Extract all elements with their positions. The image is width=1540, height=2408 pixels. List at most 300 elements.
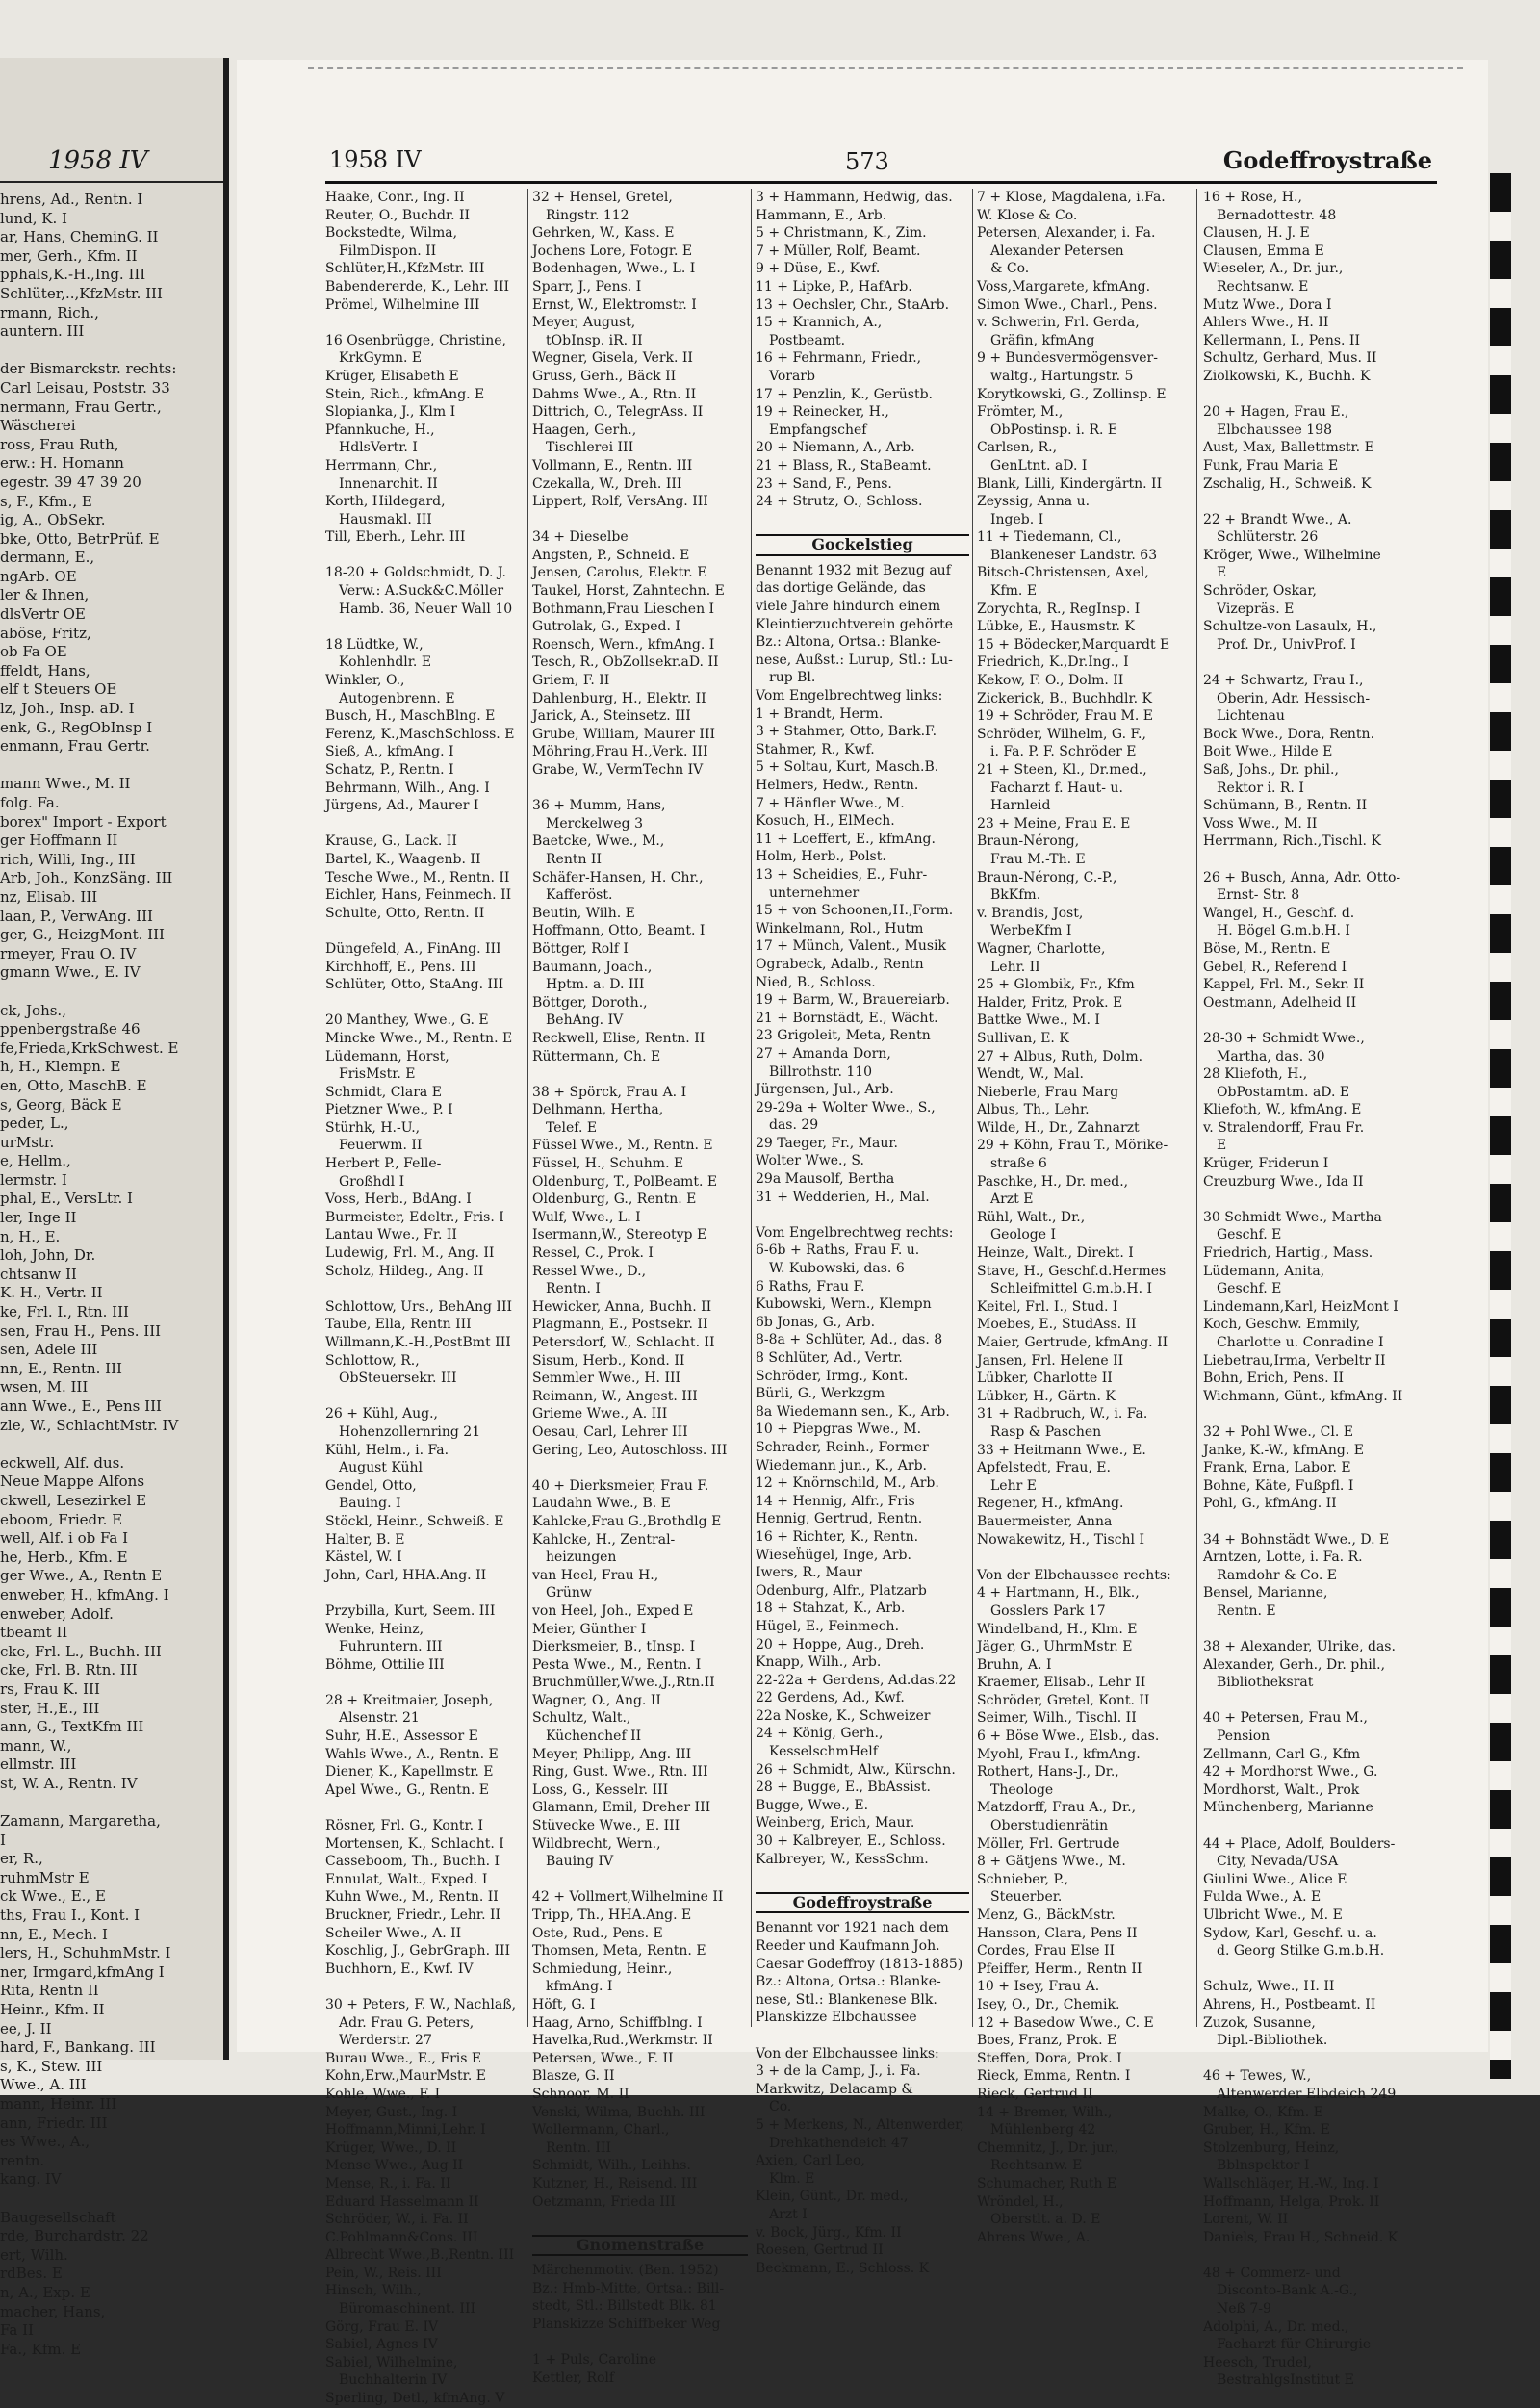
directory-entry: Schulz, Wwe., H. II [1203,1979,1335,1995]
left-page-line: dermann, E., [0,549,95,567]
directory-entry: BestrahlgsInstitut E [1217,2372,1354,2389]
directory-entry: 29a Mausolf, Bertha [756,1171,895,1188]
directory-entry: Bugge, Wwe., E. [756,1797,869,1813]
directory-entry: Rühl, Walt., Dr., [977,1209,1086,1225]
directory-entry: Boit Wwe., Hilde E [1203,744,1333,760]
directory-entry [532,1065,748,1084]
directory-entry: Markwitz, Delacamp & [756,2081,913,2097]
directory-entry: Gräfin, kfmAng [990,332,1095,348]
directory-entry: Semmler Wwe., H. III [532,1371,681,1387]
directory-entry: Blasze, G. II [532,2068,615,2085]
directory-entry: Hamb. 36, Neuer Wall 10 [339,601,513,617]
directory-entry: 30 + Kalbreyer, E., Schloss. [756,1833,946,1850]
directory-entry [325,1584,524,1602]
left-page-line: chtsanw II [0,1265,77,1283]
directory-entry: 34 + Bohnstädt Wwe., D. E [1203,1531,1390,1548]
directory-entry: Wröndel, H., [977,2193,1064,2210]
directory-entry: ObSteuersekr. III [339,1371,457,1387]
directory-entry: Sydow, Karl, Geschf. u. a. [1203,1925,1377,1941]
column-divider [972,189,973,2027]
directory-entry: 42 + Vollmert,Wilhelmine II [532,1889,724,1906]
directory-entry: Weinberg, Erich, Maur. [756,1815,915,1832]
directory-entry: 19 + Reinecker, H., [756,404,889,421]
directory-entry: Haake, Conr., Ing. II [325,190,465,205]
directory-entry: 28 Kliefoth, H., [1203,1066,1308,1083]
directory-entry: 30 + Peters, F. W., Nachlaß, [325,1996,517,2012]
directory-entry: 31 + Radbruch, W., i. Fa. [977,1406,1148,1422]
directory-entry: Korth, Hildegard, [325,494,446,510]
directory-entry: 10 + Piepgras Wwe., M. [756,1422,922,1438]
directory-entry [1203,1817,1438,1835]
left-page-line: zle, W., SchlachtMstr. IV [0,1416,179,1434]
directory-entry: Kalbreyer, W., KessSchm. [756,1851,929,1867]
directory-entry: Ferenz, K.,MaschSchloss. E [325,726,515,742]
directory-entry: Reeder und Kaufmann Joh. [756,1938,940,1954]
left-header-rule [0,181,223,183]
directory-entry: Kuhn Wwe., M., Rentn. II [325,1889,499,1906]
directory-entry: Hohenzollernring 21 [339,1423,481,1440]
left-page-line: rmann, Rich., [0,303,99,321]
directory-entry: Grieme Wwe., A. III [532,1406,668,1422]
directory-entry: ObPostamtm. aD. E [1217,1084,1350,1100]
directory-entry: Steuerber. [990,1889,1063,1906]
directory-entry: Reuter, O., Buchdr. II [325,207,471,223]
directory-entry: Tischlerei III [546,440,634,456]
left-page-line: ig, A., ObSekr. [0,511,106,529]
left-page-line: hrens, Ad., Rentn. I [0,191,143,208]
directory-entry: W. Klose & Co. [977,207,1078,223]
directory-entry: Albrecht Wwe.,B.,Rentn. III [325,2247,515,2264]
left-page-line: dlsVertr OE [0,605,86,624]
directory-entry: Maier, Gertrude, kfmAng. II [977,1335,1168,1350]
directory-entry [325,1799,524,1817]
left-page-line: enweber, Adolf. [0,1604,114,1623]
directory-entry: Zuzok, Susanne, [1203,2014,1316,2031]
directory-entry: Friedrich, Hartig., Mass. [1203,1245,1373,1262]
directory-entry: Nowakewitz, H., Tischl I [977,1531,1145,1548]
directory-entry: Böhme, Ottilie III [325,1656,445,1673]
directory-entry: Gutrolak, G., Exped. I [532,619,680,635]
directory-entry: Kahlcke, H., Zentral- [532,1531,676,1548]
left-page-line [0,342,223,361]
left-page-line: ster, H.,E., III [0,1699,100,1717]
directory-entry: 28-30 + Schmidt Wwe., [1203,1030,1365,1046]
directory-entry [325,994,524,1012]
directory-entry: Blankeneser Landstr. 63 [990,547,1158,563]
directory-entry: das. 29 [769,1117,819,1134]
directory-entry: Mordhorst, Walt., Prok [1203,1781,1360,1798]
directory-entry: Mense, R., i. Fa. II [325,2175,451,2191]
directory-entry: Kohn,Erw.,MaurMstr. E [325,2068,486,2085]
column-1 [325,189,524,2407]
left-page-line: eckwell, Alf. dus. [0,1453,125,1472]
directory-entry: Harnleid [990,798,1051,814]
left-page-line: ann, G., TextKfm III [0,1718,144,1736]
directory-entry: Rentn. E [1217,1602,1276,1619]
directory-entry: Bauing. I [339,1496,401,1512]
directory-entry: Odenburg, Alfr., Platzarb [756,1582,927,1599]
directory-entry: Heinze, Walt., Direkt. I [977,1245,1134,1262]
directory-entry: Oesau, Carl, Lehrer III [532,1423,688,1440]
directory-entry: i. Fa. P. F. Schröder E [990,744,1137,760]
directory-entry: Cordes, Frau Else II [977,1943,1116,1960]
directory-entry: BehAng. IV [546,1012,624,1029]
directory-entry: 33 + Heitmann Wwe., E. [977,1442,1146,1458]
directory-entry: FilmDispon. II [339,243,437,259]
left-page-line: peder, L., [0,1114,69,1133]
directory-entry: Dahlenburg, H., Elektr. II [532,690,706,706]
directory-entry: Behrmann, Wilh., Ang. I [325,780,490,796]
left-page-line: Baugesellschaft [0,2208,116,2226]
left-page-line: I [0,1831,6,1849]
directory-entry: Bibliotheksrat [1217,1675,1314,1691]
left-page-line: rentn. [0,2151,45,2169]
left-page-line: lund, K. I [0,209,67,227]
directory-entry: Kellermann, I., Pens. II [1203,332,1360,348]
left-page-line: Carl Leisau, Poststr. 33 [0,378,170,397]
left-page-line: elf t Steuers OE [0,680,117,699]
directory-entry: Schlüterstr. 26 [1217,529,1319,546]
left-page-line: ee, J. II [0,2019,52,2037]
left-page-line: Heinr., Kfm. II [0,2001,105,2018]
directory-entry: Schnieber, P., [977,1871,1069,1887]
column-4 [977,189,1193,2245]
directory-entry: Voss,Margarete, kfmAng. [977,278,1151,295]
directory-entry: Angsten, P., Schneid. E [532,547,690,563]
directory-entry: Tesche Wwe., M., Rentn. II [325,869,510,885]
directory-entry: Gruss, Gerh., Bäck II [532,368,677,384]
directory-entry: Chemnitz, J., Dr. jur., [977,2139,1119,2156]
directory-entry: Pietzner Wwe., P. I [325,1102,453,1118]
directory-entry [532,780,748,798]
directory-entry: Kfm. E [990,583,1038,600]
directory-entry: Laudahn Wwe., B. E [532,1496,671,1512]
directory-entry: unternehmer [769,884,860,901]
directory-entry: Schultz, Gerhard, Mus. II [1203,350,1377,367]
directory-entry: Lippert, Rolf, VersAng. III [532,494,708,510]
directory-entry: 19 + Barm, W., Brauereiarb. [756,992,950,1009]
directory-entry: Schultze-von Lasaulx, H., [1203,619,1377,635]
directory-entry: Stürhk, H.-U., [325,1119,421,1136]
left-page-line: ler, Inge II [0,1209,77,1227]
directory-entry: Bruckner, Friedr., Lehr. II [325,1908,501,1923]
directory-entry: Daniels, Frau H., Schneid. K [1203,2229,1399,2245]
directory-entry: 9 + Bundesvermögensver- [977,350,1158,367]
directory-entry: Apel Wwe., G., Rentn. E [325,1781,489,1798]
directory-entry: Eduard Hasselmann II [325,2193,479,2210]
directory-entry [1203,1692,1438,1710]
directory-entry: 8a Wiedemann sen., K., Arb. [756,1403,950,1420]
directory-entry: Jäger, G., UhrmMstr. E [977,1639,1133,1655]
directory-entry: W. Kubowski, das. 6 [769,1261,905,1277]
directory-entry: Kettler, Rolf [532,2370,615,2386]
directory-entry: & Co. [990,261,1030,277]
left-page-line: rdBes. E [0,2265,63,2283]
directory-entry: kfmAng. I [546,1979,613,1995]
directory-entry [325,547,524,565]
directory-entry: Slopianka, J., Klm I [325,404,456,421]
directory-entry: Wiedemann jun., K., Arb. [756,1457,928,1473]
directory-entry: 22-22a + Gerdens, Ad.das.22 [756,1672,957,1688]
right-binding-edge [1490,173,1511,2079]
directory-entry: Geschf. E [1217,1227,1282,1243]
left-page-line: hard, F., Bankang. III [0,2038,156,2057]
left-page-line: bke, Otto, BetrPrüf. E [0,529,160,548]
directory-entry: Glamann, Emil, Dreher III [532,1800,711,1816]
directory-entry: Sperling, Detl., kfmAng. V [325,2391,505,2407]
left-page-line: lermstr. I [0,1170,67,1189]
directory-entry: 17 + Münch, Valent., Musik [756,938,946,955]
directory-entry: Sparr, J., Pens. I [532,278,642,295]
directory-entry: Grube, William, Maurer III [532,726,716,742]
directory-entry: Gering, Leo, Autoschloss. III [532,1442,728,1458]
directory-entry: Co. [769,2099,792,2115]
directory-entry: viele Jahre hindurch einem [756,599,941,615]
directory-entry: Oestmann, Adelheid II [1203,994,1357,1011]
directory-entry: Aust, Max, Ballettmstr. E [1203,440,1374,456]
directory-entry: Lübker, Charlotte II [977,1371,1113,1387]
directory-entry [325,618,524,636]
directory-entry: Carlsen, R., [977,440,1058,456]
left-page-line: ler & Ihnen, [0,586,90,604]
directory-entry: Krause, G., Lack. II [325,833,457,850]
directory-entry: Nieberle, Frau Marg [977,1084,1119,1100]
directory-entry: Liebetrau,Irma, Verbeltr II [1203,1352,1386,1369]
left-page-line: s, K., Stew. III [0,2057,103,2075]
left-page-line: e, Hellm., [0,1152,71,1170]
directory-entry: Braun-Nérong, C.-P., [977,869,1117,885]
directory-entry: Theologe [990,1781,1054,1798]
directory-entry: E [1217,1138,1227,1154]
directory-entry [532,2334,748,2352]
directory-entry: 13 + Oechsler, Chr., StaArb. [756,296,950,313]
directory-entry: straße 6 [990,1156,1047,1172]
directory-entry: Thomsen, Meta, Rentn. E [532,1943,706,1960]
directory-entry: Rieck, Gertrud II [977,2086,1093,2102]
left-page-line: n, A., Exp. E [0,2283,90,2301]
directory-entry [1203,1513,1438,1531]
directory-entry: 9 + Düse, E., Kwf. [756,261,881,277]
directory-entry: Reimann, W., Angest. III [532,1388,698,1404]
directory-entry: Bruhn, A. I [977,1656,1052,1673]
directory-entry: 12 + Knörnschild, M., Arb. [756,1475,939,1492]
directory-entry: Hinsch, Wilh., [325,2283,422,2299]
left-page-line: kang. IV [0,2170,62,2189]
directory-entry: 5 + Soltau, Kurt, Masch.B. [756,759,939,776]
directory-entry: Ringstr. 112 [546,207,629,223]
directory-entry: v. Brandis, Jost, [977,905,1084,921]
directory-entry: H. Bögel G.m.b.H. I [1217,923,1350,939]
directory-entry [325,1280,524,1298]
directory-entry: 8-8a + Schlüter, Ad., das. 8 [756,1332,943,1348]
directory-entry: Tesch, R., ObZollsekr.aD. II [532,654,719,671]
directory-entry: 24 + Strutz, O., Schloss. [756,494,923,510]
directory-entry: Korytkowski, G., Zollinsp. E [977,386,1167,402]
left-page-line: rs, Frau K. III [0,1679,100,1698]
left-page-line: Fa., Kfm. E [0,2340,82,2358]
directory-entry: 6 Raths, Frau F. [756,1278,865,1294]
directory-entry: Pohl, G., kfmAng. II [1203,1496,1337,1512]
left-page-line: Schlüter,..,KfzMstr. III [0,284,163,302]
directory-entry: Bockstedte, Wilma, [325,225,458,242]
directory-entry [325,922,524,940]
directory-entry: Lüdemann, Horst, [325,1048,449,1064]
directory-entry: Braun-Nérong, [977,833,1080,850]
directory-entry: Düngefeld, A., FinAng. III [325,940,501,957]
left-page-line: ross, Frau Ruth, [0,435,119,453]
directory-entry: Dahms Wwe., A., Rtn. II [532,386,697,402]
directory-entry: Ahrens Wwe., A. [977,2229,1091,2245]
directory-entry: Herrmann, Rich.,Tischl. K [1203,833,1381,850]
directory-entry: Ludewig, Frl. M., Ang. II [325,1245,495,1262]
left-page-line: s, F., Kfm., E [0,492,92,510]
directory-entry: Delhmann, Hertha, [532,1102,664,1118]
directory-entry: Werderstr. 27 [339,2033,432,2049]
directory-entry: Babendererde, K., Lehr. III [325,278,510,295]
directory-entry [1203,851,1438,869]
directory-entry: E [1217,565,1227,581]
directory-entry: Bruchmüller,Wwe.,J.,Rtn.II [532,1675,715,1691]
left-page-fragment [0,58,229,2358]
left-page-line: macher, Hans, [0,2302,106,2320]
directory-entry: Bauermeister, Anna [977,1513,1113,1529]
directory-entry: Autogenbrenn. E [339,690,455,706]
directory-entry: Paschke, H., Dr. med., [977,1173,1129,1190]
directory-entry: Jürgensen, Jul., Arb. [756,1082,894,1098]
directory-entry: Schmidt, Wilh., Leihhs. [532,2158,691,2174]
left-page-line: Neue Mappe Alfons [0,1473,145,1491]
directory-entry: Kraemer, Elisab., Lehr II [977,1675,1146,1691]
directory-entry: 8 Schlüter, Ad., Vertr. [756,1350,903,1366]
directory-entry: Schrader, Reinh., Former [756,1439,929,1455]
directory-entry: GenLtnt. aD. I [990,457,1088,474]
directory-entry: Arntzen, Lotte, i. Fa. R. [1203,1550,1363,1566]
left-page-line: lz, Joh., Insp. aD. I [0,700,135,718]
directory-entry: Wichmann, Günt., kfmAng. II [1203,1388,1403,1404]
directory-entry: Ennulat, Walt., Exped. I [325,1871,488,1887]
left-page-line: mann Wwe., M. II [0,775,131,793]
directory-entry [1203,1012,1438,1030]
directory-entry: 1 + Brandt, Herm. [756,705,884,722]
directory-entry: Lantau Wwe., Fr. II [325,1227,457,1243]
directory-entry: 22 Gerdens, Ad., Kwf. [756,1690,905,1706]
directory-entry: Scholz, Hildeg., Ang. II [325,1263,484,1279]
directory-entry: Rüttermann, Ch. E [532,1048,661,1064]
directory-entry: Gruber, H., Kfm. E [1203,2122,1330,2139]
directory-entry: Sullivan, E. K [977,1030,1069,1046]
directory-entry: Burmeister, Edeltr., Fris. I [325,1209,504,1225]
directory-entry: Halder, Fritz, Prok. E [977,994,1123,1011]
directory-entry: Schröder, W., i. Fa. II [325,2212,469,2228]
directory-entry: Pesta Wwe., M., Rentn. I [532,1656,702,1673]
left-page-line: Zamann, Margaretha, [0,1812,161,1831]
directory-entry: Griem, F. II [532,673,610,689]
directory-entry: Hoffmann,Minni,Lehr. I [325,2122,486,2139]
directory-entry: Kliefoth, W., kfmAng. E [1203,1102,1362,1118]
directory-entry: 29 + Köhn, Frau T., Mörike- [977,1138,1168,1154]
directory-entry: d. Georg Stilke G.m.b.H. [1217,1943,1385,1960]
column-divider [751,189,752,2027]
directory-entry: 30 Schmidt Wwe., Martha [1203,1209,1382,1225]
directory-entry: 6-6b + Raths, Frau F. u. [756,1242,920,1259]
directory-entry: Mincke Wwe., M., Rentn. E [325,1030,513,1046]
directory-entry: 34 + Dieselbe [532,529,629,546]
directory-entry: Lehr E [990,1477,1037,1494]
left-page-line: auntern. III [0,322,85,341]
directory-entry: 28 + Bugge, E., BbAssist. [756,1780,931,1796]
directory-entry: Sisum, Herb., Kond. II [532,1352,685,1369]
left-page-line: ert, Wilh. [0,2245,68,2264]
directory-entry [977,1549,1193,1567]
directory-entry: Wulf, Wwe., L. I [532,1209,641,1225]
left-page-line: Wäscherei [0,417,76,435]
directory-entry: 5 + Christmann, K., Zim. [756,225,927,242]
directory-entry [1203,2246,1438,2265]
directory-entry: Ramdohr & Co. E [1217,1567,1337,1583]
directory-entry: Lübker, H., Gärtn. K [977,1388,1116,1404]
directory-entry: Adr. Frau G. Peters, [339,2014,475,2031]
directory-entry: Gendel, Otto, [325,1477,417,1494]
left-page-line: cke, Frl. L., Buchh. III [0,1642,162,1660]
directory-entry: Von der Elbchaussee links: [756,2045,939,2062]
directory-entry: Mutz Wwe., Dora I [1203,296,1332,313]
directory-entry: Wenke, Heinz, [325,1621,424,1637]
directory-entry: Halter, B. E [325,1531,405,1548]
top-dashed-rule [308,67,1463,69]
directory-entry: Herrmann, Chr., [325,457,438,474]
left-page-line: ckwell, Lesezirkel E [0,1491,147,1509]
directory-entry [325,815,524,833]
directory-entry: Krüger, Wwe., D. II [325,2139,457,2156]
header-page-number: 573 [845,148,889,175]
left-page-line: Arb, Joh., KonzSäng. III [0,869,173,887]
directory-entry: Stolzenburg, Heinz, [1203,2139,1340,2156]
directory-entry: Meyer, August, [532,315,636,331]
directory-entry: Koschlig, J., GebrGraph. III [325,1943,511,1960]
directory-entry: Rasp & Paschen [990,1423,1102,1440]
left-page-line: sen, Frau H., Pens. III [0,1321,162,1340]
directory-entry: Keitel, Frl. I., Stud. I [977,1298,1118,1315]
directory-entry: heizungen [546,1550,617,1566]
directory-entry: Facharzt f. Haut- u. [990,780,1123,796]
directory-entry: Kappel, Frl. M., Sekr. II [1203,977,1365,993]
directory-entry: stedt, Stl.: Billstedt Blk. 81 [532,2298,717,2315]
directory-entry: van Heel, Frau H., [532,1567,659,1583]
left-page-line [0,756,223,776]
directory-entry: Apfelstedt, Frau, E. [977,1460,1111,1476]
column-divider [527,189,528,2027]
directory-entry: Helmers, Hedw., Rentn. [756,778,919,793]
left-page-line: well, Alf. i ob Fa I [0,1529,129,1548]
directory-entry: Dierksmeier, B., tInsp. I [532,1639,696,1655]
directory-entry: 16 + Rose, H., [1203,190,1302,205]
left-page-line: mann, Heinr. III [0,2094,117,2113]
directory-entry: 48 + Commerz- und [1203,2265,1341,2281]
left-page-line: es Wwe., A., [0,2133,90,2151]
directory-entry: Winkler, O., [325,673,405,689]
directory-entry: Kahlcke,Frau G.,Brothdlg E [532,1513,722,1529]
directory-entry: v. Schwerin, Frl. Gerda, [977,315,1140,331]
directory-entry [325,1388,524,1406]
left-page-line: der Bismarckstr. rechts: [0,360,177,378]
directory-entry: Zellmann, Carl G., Kfm [1203,1746,1361,1762]
directory-entry: Kirchhoff, E., Pens. III [325,959,476,975]
directory-entry: Büromaschinent. III [339,2301,476,2318]
left-page-header: 1958 IV [48,146,148,175]
left-page-line: wsen, M. III [0,1378,89,1396]
directory-entry: Kohlenhdlr. E [339,654,432,671]
directory-entry: Axien, Carl Leo, [756,2153,865,2169]
